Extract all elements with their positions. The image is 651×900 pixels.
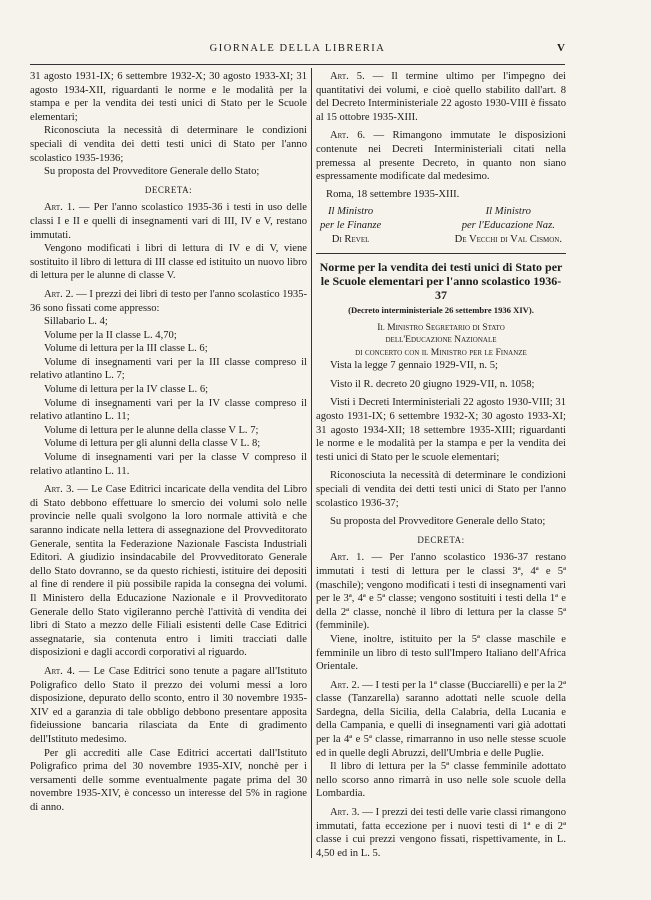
article-text: — Le Case Editrici sono tenute a pagare all'Istituto Poligrafico dello Stato il prezzo dei volumi messi a loro disposizione, depurato dello sconto, entro il 30 novembre 1935-XIV ed a garanzia di tale obbligo debbono presentare apposita fideiussione bancaria rilasciata da Ente di gradimento dell'Istituto medesimo. — [30, 665, 307, 745]
minister-preamble — [316, 322, 566, 360]
article-text: — Le Case Editrici incaricate della vendita del Libro di Stato debbono effettuare lo smercio dei volumi solo nelle provincie nelle quali svolgono la loro normale attività e che saranno indicate nella lettera di assegnazione del Provveditorato Generale, sentita la Federazione Nazionale Fascista Industriali Editori. A giudizio insindacabile del Provveditorato Generale dello Stato dovranno, se da questo richiesti, istituire dei depositi al fine di rendere il più possibile rapida la consegna dei volumi. Il Ministero della Educazione Nazionale e il Provveditorato Generale dello Stato vigileranno perchè l'attività di vendita dei libri di Stato a mezzo delle Filiali esistenti delle Case Editrici assegnatarie, sia contenuta entro i limiti tracciati dalle disposizioni e dagli accordi corporativi al riguardo. — [30, 484, 307, 659]
signature-finance-minister — [320, 205, 381, 246]
preamble-visti: Visti i Decreti Interministeriali 22 agosto 1930-VIII; 31 agosto 1931-IX; 6 settembre 1932-X; 30 agosto 1933-XI; 31 agosto 1934-XII; 18 settembre 1935-XIII; riguardanti le norme e le modalità per la stampa e per la vendita dei testi unici di Stato per le scuole elementari; — [316, 397, 566, 463]
signature-title: Il Ministro — [485, 206, 531, 218]
article-label: Art. 2. — [330, 679, 360, 691]
page-number: V — [557, 42, 565, 54]
preamble-continuation: 31 agosto 1931-IX; 6 settembre 1932-X; 30 agosto 1933-XI; 31 agosto 1934-XII, riguardanti le norme e le modalità per la stampa e per la vendita dei testi unici di Stato per le Scuole elementari; — [30, 71, 307, 123]
article-4 — [30, 665, 307, 747]
right-column — [316, 70, 566, 860]
price-item: Volume di insegnamenti vari per la III classe compreso il relativo atlantino L. 7; — [30, 356, 307, 382]
article-2 — [316, 679, 566, 761]
section-subheading: (Decreto interministeriale 26 settembre 1936 XIV). — [348, 305, 534, 316]
preamble-riconosciuta: Riconosciuta la necessità di determinare le condizioni speciali di vendita dei detti testi unici di Stato per l'anno scolastico 1936-37; — [316, 470, 566, 509]
article-text: — Rimangono immutate le disposizioni contenute nei Decreti Interministeriali citati nella premessa al presente Decreto, in quanto non siano espressamente modificate dal medesimo. — [316, 130, 567, 183]
preamble-visto: Visto il R. decreto 20 giugno 1929-VII, n. 1058; — [330, 378, 535, 390]
article-label: Art. 1. — [330, 552, 365, 564]
price-item: Volume di insegnamenti vari per la IV classe compreso il relativo atlantino L. 11; — [30, 397, 307, 423]
price-item: Volume di lettura per le alunne della classe V L. 7; — [44, 424, 259, 436]
article-label: Art. 4. — [44, 665, 75, 677]
page-header — [30, 40, 565, 65]
preamble-proposta: Su proposta del Provveditore Generale dello Stato; — [330, 516, 546, 528]
article-1-paragraph-2: Viene, inoltre, istituito per la 5ª classe maschile e femminile un libro di testo sull'Impero Italiano dell'Africa Orientale. — [316, 633, 566, 673]
section-divider — [316, 253, 566, 254]
article-1 — [30, 201, 307, 242]
article-text: — I prezzi dei testi delle varie classi rimangono immutati, fatta eccezione per i nuovi testi di 1ª e di 2ª classe i cui prezzi vengono fissati, rispettivamente, in L. 4,50 ed in L. 5. — [316, 807, 566, 859]
price-item: Volume di lettura per la IV classe L. 6; — [44, 384, 209, 396]
article-text: — Per l'anno scolastico 1936-37 restano immutati i testi di lettura per le classi 3ª, 4ª e 5ª (maschile); vengono modificati i testi di insegnamenti vari per le 3ª, 4ª e 5ª classe; vengono sostituiti i testi della 1ª e della 2ª classe, nonchè il libro di lettura per la classe 5ª (femminile). — [316, 552, 566, 632]
article-5 — [316, 70, 566, 124]
preamble-vista: Vista la legge 7 gennaio 1929-VII, n. 5; — [330, 360, 498, 372]
article-2 — [30, 288, 307, 315]
article-1 — [316, 551, 566, 633]
preamble-riconosciuta: Riconosciuta la necessità di determinare le condizioni speciali di vendita dei detti testi unici di Stato per l'anno scolastico 1935-1936; — [30, 125, 307, 164]
article-4-paragraph-2: Per gli accrediti alle Case Editrici accertati dall'Istituto Poligrafico prima del 30 novembre 1935-XIV, nonchè per i versamenti delle somme eventualmente pagate prima del 30 novembre 1935-XIV, è concesso un interesse del 5% in ragione di anno. — [30, 747, 307, 813]
article-label: Art. 3. — [330, 807, 360, 819]
article-text: — Il termine ultimo per l'impegno dei quantitativi dei volumi, e cioè quello stabilito dall'art. 8 del Decreto Interministeriale 22 agosto 1930-VIII è fissato al 15 ottobre 1935-XIII. — [316, 71, 566, 123]
minister-line: dell'Educazione Nazionale — [385, 334, 497, 346]
minister-line: Il Ministro Segretario di Stato — [377, 321, 505, 333]
price-item: Sillabario L. 4; — [44, 316, 108, 328]
article-label: Art. 5. — [330, 71, 365, 82]
article-3 — [30, 483, 307, 660]
decreta-heading: DECRETA: — [417, 534, 465, 545]
place-date: Roma, 18 settembre 1935-XIII. — [326, 188, 460, 200]
journal-title: GIORNALE DELLA LIBRERIA — [209, 43, 386, 54]
section-heading: Norme per la vendita dei testi unici di Stato per le Scuole elementari per l'anno scolastico 1936-37 — [319, 260, 563, 303]
left-column — [30, 70, 307, 814]
article-text: — I prezzi dei libri di testo per l'anno scolastico 1935-36 sono fissati come appresso: — [30, 288, 308, 314]
preamble-proposta: Su proposta del Provveditore Generale dello Stato; — [44, 166, 260, 178]
article-2-paragraph-2: Il libro di lettura per la 5ª classe femminile adottato nello scorso anno rimarrà in uso nelle sole scuole della Lombardia. — [316, 761, 566, 800]
price-item: Volume di lettura per gli alunni della classe V L. 8; — [44, 438, 261, 450]
decreta-heading: DECRETA: — [144, 184, 193, 195]
price-item: Volume di insegnamenti vari per la classe V compreso il relativo atlantino L. 11. — [30, 452, 307, 477]
signatures — [316, 205, 566, 246]
article-3 — [316, 806, 566, 860]
article-1-paragraph-2: Vengono modificati i libri di lettura di IV e di V, viene sostituito il libro di lettura di III classe ed istituito un nuovo libro di lettura per le alunne di classe V. — [30, 243, 307, 282]
signature-title: per le Finanze — [320, 219, 382, 231]
signature-name: De Vecchi di Val Cismon. — [454, 233, 562, 245]
column-divider — [311, 68, 312, 858]
article-label: Art. 2. — [44, 288, 74, 300]
price-item: Volume di lettura per la III classe L. 6; — [44, 343, 208, 355]
signature-name: Di Revel — [331, 233, 370, 245]
article-label: Art. 1. — [44, 202, 75, 214]
minister-line: di concerto con il Ministro per le Finanze — [355, 346, 527, 358]
article-6 — [316, 129, 566, 183]
article-text: — I testi per la 1ª classe (Bucciarelli) e per la 2ª classe (Tanzarella) saranno adottati nelle scuole della Sardegna, della Sicilia, della Calabria, della Lucania e della Campania, e quelli di insegnamenti vari già adottati per la 4ª e 5ª classe, rimarranno in uso nelle stesse scuole ed in quelle degli Abruzzi, dell'Umbria e delle Puglie. — [316, 679, 566, 759]
signature-title: Il Ministro — [327, 206, 374, 218]
article-label: Art. 3. — [44, 484, 75, 496]
price-item: Volume per la II classe L. 4,70; — [44, 329, 177, 341]
signature-education-minister — [455, 205, 562, 246]
article-label: Art. 6. — [330, 130, 366, 142]
article-text: — Per l'anno scolastico 1935-36 i testi in uso delle classi I e II e quelli di insegnamenti vari di III, IV e V, restano immutati. — [30, 202, 308, 241]
signature-title: per l'Educazione Naz. — [461, 219, 555, 231]
